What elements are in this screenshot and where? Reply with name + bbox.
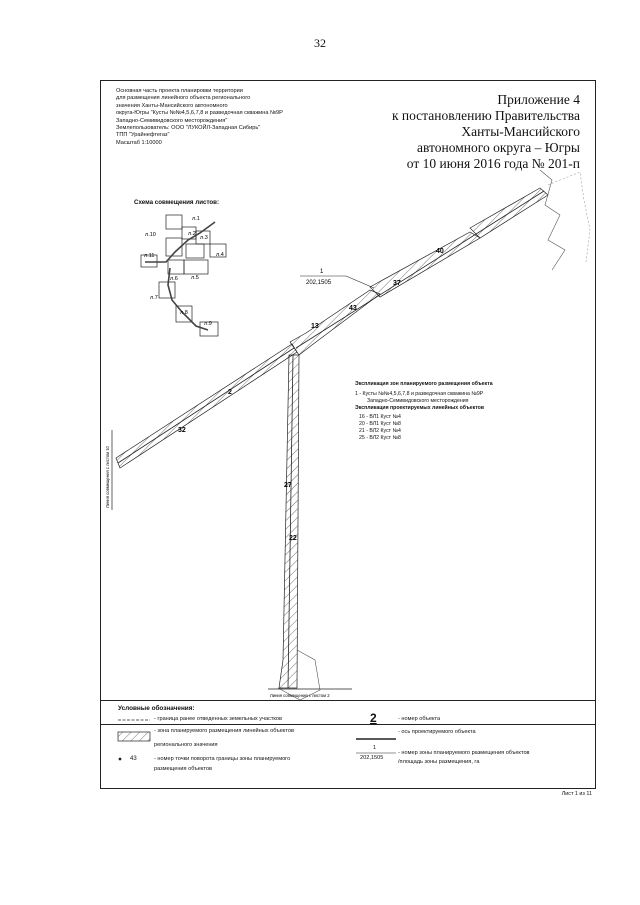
explication-object-21: 21 - ВЛ2 Куст №4 bbox=[359, 428, 401, 434]
legend-item-point-2: размещения объектов bbox=[154, 766, 212, 772]
match-line-bottom-label: Линия совмещения с листом 2 bbox=[270, 693, 330, 698]
map-label-22: 22 bbox=[289, 535, 297, 542]
legend-title: Условные обозначения: bbox=[118, 705, 195, 712]
legend-object-marker: 2 bbox=[370, 711, 377, 725]
page-number: 32 bbox=[314, 36, 326, 50]
explication-item-1b: Западно-Семивидовского месторождения bbox=[367, 398, 469, 404]
legend-fraction-den: 202,1505 bbox=[360, 755, 384, 761]
map-label-27: 27 bbox=[284, 482, 292, 489]
explication-item-1a: 1 - Кусты №№4,5,6,7,8 и разведочная скважина №9Р bbox=[355, 391, 484, 397]
scheme-label-11: л.11 bbox=[144, 253, 155, 259]
sheet-number: Лист 1 из 11 bbox=[561, 791, 592, 797]
explication-object-16: 16 - ВЛ1 Куст №4 bbox=[359, 414, 401, 420]
schema-title: Схема совмещения листов: bbox=[134, 199, 220, 206]
project-header-text: Основная часть проекта планировки территории для размещения линейного объекта регионального значения Ханты-Мансийского автономного округа-Югры "Кусты №№4,5,6,7,8 и разведочная скважина №9Р Западно-Семивидовского месторождения" Землепользователь: ООО "ЛУКОЙЛ-Западная Сибирь" ТПП "Урайнефтегаз" Масштаб 1:10000 bbox=[116, 88, 283, 146]
explication-object-20: 20 - ВЛ1 Куст №8 bbox=[359, 421, 401, 427]
appendix-line3: Ханты-Мансийского bbox=[461, 124, 580, 139]
legend-item-object: - номер объекта bbox=[398, 716, 441, 722]
map-label-13: 13 bbox=[311, 323, 319, 330]
scheme-label-8: л.8 bbox=[180, 310, 188, 316]
legend-item-zone-number-2: /площадь зоны размещения, га bbox=[398, 759, 480, 765]
scheme-label-4: л.4 bbox=[216, 252, 224, 258]
scheme-label-5: л.5 bbox=[191, 275, 199, 281]
explication-block bbox=[355, 381, 555, 442]
appendix-title: Приложение 4 bbox=[497, 92, 580, 107]
map-label-40: 40 bbox=[436, 248, 444, 255]
legend-item-axis: - ось проектируемого объекта bbox=[398, 729, 476, 735]
legend-item-point: - номер точки поворота границы зоны планируемого bbox=[154, 756, 291, 762]
legend-point-marker: 43 bbox=[130, 756, 137, 762]
map-label-2: 2 bbox=[228, 389, 232, 396]
scheme-label-6: л.6 bbox=[170, 276, 178, 282]
legend-item-zone: - зона планируемого размещения линейных объектов bbox=[154, 728, 294, 734]
zone-area: 202,1505 bbox=[306, 280, 332, 286]
map-label-37: 37 bbox=[393, 280, 401, 287]
legend-item-zone-number: - номер зоны планируемого размещения объектов bbox=[398, 750, 530, 756]
explication-object-25: 25 - ВЛ2 Куст №8 bbox=[359, 435, 401, 441]
scheme-label-2: л.2 bbox=[188, 231, 196, 237]
legend-item-boundary: - граница ранее отведенных земельных участков bbox=[154, 716, 283, 722]
map-label-32: 32 bbox=[178, 427, 186, 434]
appendix-date: от 10 июня 2016 года № 201-п bbox=[406, 156, 580, 171]
scheme-label-3: л.3 bbox=[200, 235, 208, 241]
legend-item-zone-2: регионального значения bbox=[154, 742, 218, 748]
legend-fraction-num: 1 bbox=[373, 745, 377, 751]
appendix-line2: к постановлению Правительства bbox=[391, 108, 580, 123]
explication-title-objects: Экспликация проектируемых линейных объектов bbox=[355, 405, 485, 411]
match-line-left-label: Линия совмещения с листом 10 bbox=[105, 446, 110, 508]
zone-number: 1 bbox=[320, 269, 324, 275]
scheme-label-1: л.1 bbox=[192, 216, 200, 222]
scheme-label-9: л.9 bbox=[204, 321, 212, 327]
scheme-label-10: л.10 bbox=[145, 232, 156, 238]
appendix-line4: автономного округа – Югры bbox=[417, 140, 580, 155]
map-label-43: 43 bbox=[349, 305, 357, 312]
explication-title-zones: Экспликация зон планируемого размещения объекта bbox=[355, 381, 493, 387]
scheme-label-7: л.7 bbox=[150, 295, 158, 301]
